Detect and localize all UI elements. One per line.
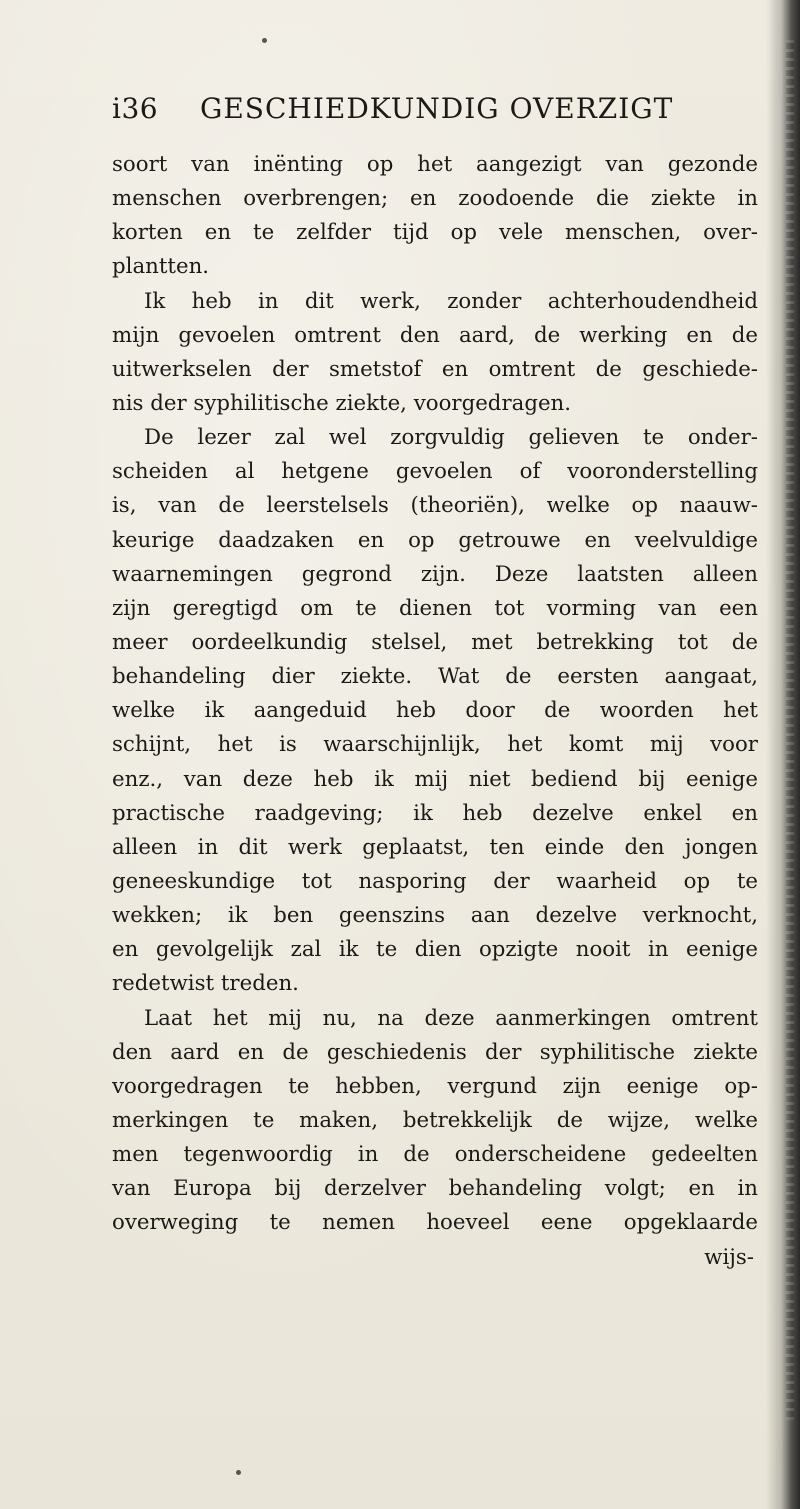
- text-line: merkingen te maken, betrekkelijk de wijze, welke: [112, 1107, 758, 1133]
- text-line: mijn gevoelen omtrent den aard, de werking en de: [112, 322, 758, 348]
- page-edge-shadow: [766, 0, 800, 1509]
- running-head: GESCHIEDKUNDIG OVERZIGT: [200, 92, 674, 125]
- text-line: enz., van deze heb ik mij niet bediend bij eenige: [112, 766, 758, 792]
- paper-speck: [262, 38, 267, 43]
- text-line: schijnt, het is waarschijnlijk, het komt mij voor: [112, 732, 758, 758]
- text-line: uitwerkselen der smetstof en omtrent de geschiede-: [112, 356, 758, 382]
- text-line: redetwist treden.: [112, 971, 299, 997]
- text-line: waarnemingen gegrond zijn. Deze laatsten alleen: [112, 561, 758, 587]
- text-line: den aard en de geschiedenis der syphilitische ziekte: [112, 1039, 758, 1065]
- text-line: practische raadgeving; ik heb dezelve enkel en: [112, 800, 758, 826]
- paper-speck: [236, 1470, 241, 1475]
- text-line: meer oordeelkundig stelsel, met betrekking tot de: [112, 629, 758, 655]
- text-line: Ik heb in dit werk, zonder achterhoudendheid: [144, 288, 758, 314]
- text-line: is, van de leerstelsels (theoriën), welke op naauw-: [112, 493, 758, 519]
- text-line: scheiden al hetgene gevoelen of vooronderstelling: [112, 459, 758, 485]
- text-line: korten en te zelfder tijd op vele menschen, over-: [112, 220, 758, 246]
- text-line: Laat het mij nu, na deze aanmerkingen omtrent: [144, 1005, 758, 1031]
- text-line: en gevolgelijk zal ik te dien opzigte nooit in eenige: [112, 937, 758, 963]
- text-line: zijn geregtigd om te dienen tot vorming van een: [112, 595, 758, 621]
- body-text: [112, 148, 758, 1275]
- page-number: i36: [112, 92, 159, 125]
- text-line: nis der syphilitische ziekte, voorgedragen.: [112, 390, 572, 416]
- text-line: geneeskundige tot nasporing der waarheid op te: [112, 868, 758, 894]
- text-line: alleen in dit werk geplaatst, ten einde den jongen: [112, 834, 758, 860]
- text-line: De lezer zal wel zorgvuldig gelieven te onder-: [144, 425, 758, 451]
- text-line: behandeling dier ziekte. Wat de eersten aangaat,: [112, 664, 758, 690]
- catchword: wijs-: [704, 1244, 754, 1270]
- text-line: welke ik aangeduid heb door de woorden het: [112, 698, 758, 724]
- text-line: voorgedragen te hebben, vergund zijn eenige op-: [112, 1073, 758, 1099]
- text-line: plantten.: [112, 254, 210, 280]
- text-line: men tegenwoordig in de onderscheidene gedeelten: [112, 1142, 758, 1168]
- text-line: soort van inënting op het aangezigt van gezonde: [112, 152, 758, 177]
- text-line: menschen overbrengen; en zoodoende die ziekte in: [112, 186, 758, 212]
- text-line: keurige daadzaken en op getrouwe en veelvuldige: [112, 527, 758, 553]
- text-line: van Europa bij derzelver behandeling volgt; en in: [112, 1176, 758, 1202]
- text-line: wekken; ik ben geenszins aan dezelve verknocht,: [112, 903, 758, 929]
- text-line: overweging te nemen hoeveel eene opgeklaarde: [112, 1210, 758, 1236]
- page-header: [112, 92, 732, 132]
